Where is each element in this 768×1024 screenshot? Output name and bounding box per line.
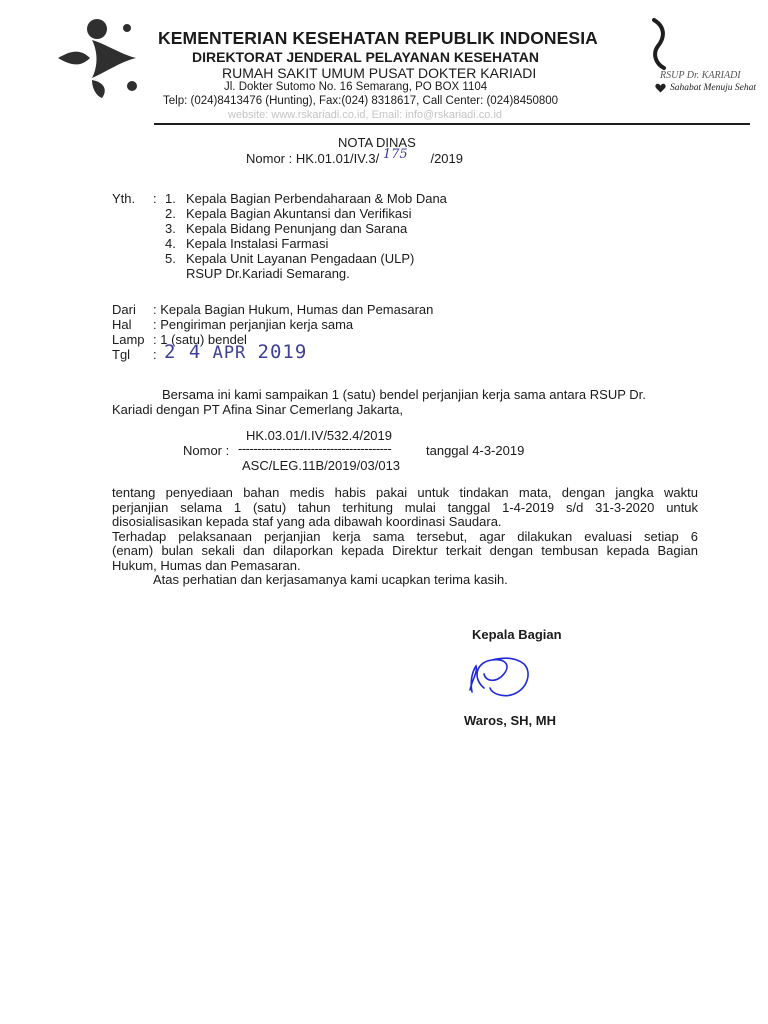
recipient-number: 2. <box>165 206 176 221</box>
dari-value: : Kepala Bagian Hukum, Humas dan Pemasaran <box>153 302 434 317</box>
closing-line: Atas perhatian dan kerjasamanya kami ucapkan terima kasih. <box>153 572 508 587</box>
recipient-number: 1. <box>165 191 176 206</box>
hospital-phones: Telp: (024)8413476 (Hunting), Fax:(024) 8318617, Call Center: (024)8450800 <box>163 95 559 107</box>
signature-image <box>462 648 542 706</box>
memo-number-handwritten: 175 <box>382 147 408 162</box>
heart-icon <box>655 83 666 93</box>
memo-title: NOTA DINAS <box>338 135 416 150</box>
hospital-brand-name: RSUP Dr. KARIADI <box>660 70 741 81</box>
hospital-name: RUMAH SAKIT UMUM PUSAT DOKTER KARIADI <box>222 65 537 81</box>
tgl-label: Tgl <box>112 347 131 362</box>
intro-line: Kariadi dengan PT Afina Sinar Cemerlang Jakarta, <box>112 402 403 417</box>
recipient-number: 3. <box>165 221 176 236</box>
tgl-sep: : <box>153 347 157 362</box>
date-stamp <box>164 341 307 363</box>
paragraph-line: perjanjian selama 1 (satu) tahun terhitung mulai tanggal 1-4-2019 s/d 31-3-2020 untuk <box>112 499 698 515</box>
paragraph-line: Terhadap pelaksanaan perjanjian kerja sama tersebut, agar dilakukan evaluasi setiap 6 <box>112 528 698 544</box>
recipient-number: 5. <box>165 251 176 266</box>
intro-line: Bersama ini kami sampaikan 1 (satu) bendel perjanjian kerja sama antara RSUP Dr. <box>162 387 646 402</box>
hal-value: : Pengiriman perjanjian kerja sama <box>153 317 354 332</box>
directorate-name: DIREKTORAT JENDERAL PELAYANAN KESEHATAN <box>192 49 539 65</box>
paragraph-line: (enam) bulan sekali dan dilaporkan kepada Direktur terkait dengan tembusan kepada Bagian <box>112 543 698 558</box>
hal-label: Hal <box>112 317 132 332</box>
ministry-logo <box>52 18 144 100</box>
lamp-value: : 1 (satu) bendel <box>153 332 247 347</box>
recipient-item: Kepala Instalasi Farmasi <box>186 236 329 251</box>
reference-date: tanggal 4-3-2019 <box>426 443 525 458</box>
recipient-item: Kepala Bagian Akuntansi dan Verifikasi <box>186 206 412 221</box>
paragraph-line: disosialisasikan kepada staf yang ada dibawah koordinasi Saudara. <box>112 514 502 529</box>
recipient-number: 4. <box>165 236 176 251</box>
reference-divider: ---------------------------------------- <box>238 441 392 456</box>
body-paragraph-2 <box>112 486 698 573</box>
recipient-item: Kepala Bagian Perbendaharaan & Mob Dana <box>186 191 447 206</box>
date-stamp-day: 2 4 <box>164 341 202 363</box>
recipients-label: Yth. <box>112 191 136 206</box>
reference-label: Nomor : <box>183 443 230 458</box>
recipient-item: Kepala Bidang Penunjang dan Sarana <box>186 221 408 236</box>
recipients-sep: : <box>153 191 157 206</box>
hospital-brand-icon <box>648 18 672 70</box>
signatory-name: Waros, SH, MH <box>464 713 556 728</box>
hospital-address: Jl. Dokter Sutomo No. 16 Semarang, PO BOX 1104 <box>224 81 488 93</box>
dari-label: Dari <box>112 302 136 317</box>
paragraph-line: tentang penyediaan bahan medis habis pakai untuk tindakan mata, dengan jangka waktu <box>112 485 698 500</box>
recipient-item: Kepala Unit Layanan Pengadaan (ULP) <box>186 251 415 266</box>
date-stamp-month: APR <box>212 343 247 363</box>
hospital-tagline: Sahabat Menuju Sehat <box>670 83 757 93</box>
ministry-name: KEMENTERIAN KESEHATAN REPUBLIK INDONESIA <box>158 28 598 48</box>
memo-number-label: Nomor : <box>246 151 293 166</box>
memo-number-prefix: HK.01.01/IV.3/ <box>295 151 380 166</box>
hospital-web: website: www.rskariadi.co.id, Email: info@rskariadi.co.id <box>228 109 503 121</box>
signatory-position: Kepala Bagian <box>472 627 562 642</box>
date-stamp-year: 2019 <box>257 341 308 363</box>
memo-number <box>246 147 464 167</box>
reference-number-1: HK.03.01/I.IV/532.4/2019 <box>246 428 392 443</box>
memo-number-suffix: /2019 <box>430 151 464 166</box>
paragraph-line: Hukum, Humas dan Pemasaran. <box>112 557 301 573</box>
letterhead-divider <box>154 123 750 125</box>
lamp-label: Lamp <box>112 332 145 347</box>
reference-number-2: ASC/LEG.11B/2019/03/013 <box>242 458 401 473</box>
recipients-footer: RSUP Dr.Kariadi Semarang. <box>186 266 350 281</box>
